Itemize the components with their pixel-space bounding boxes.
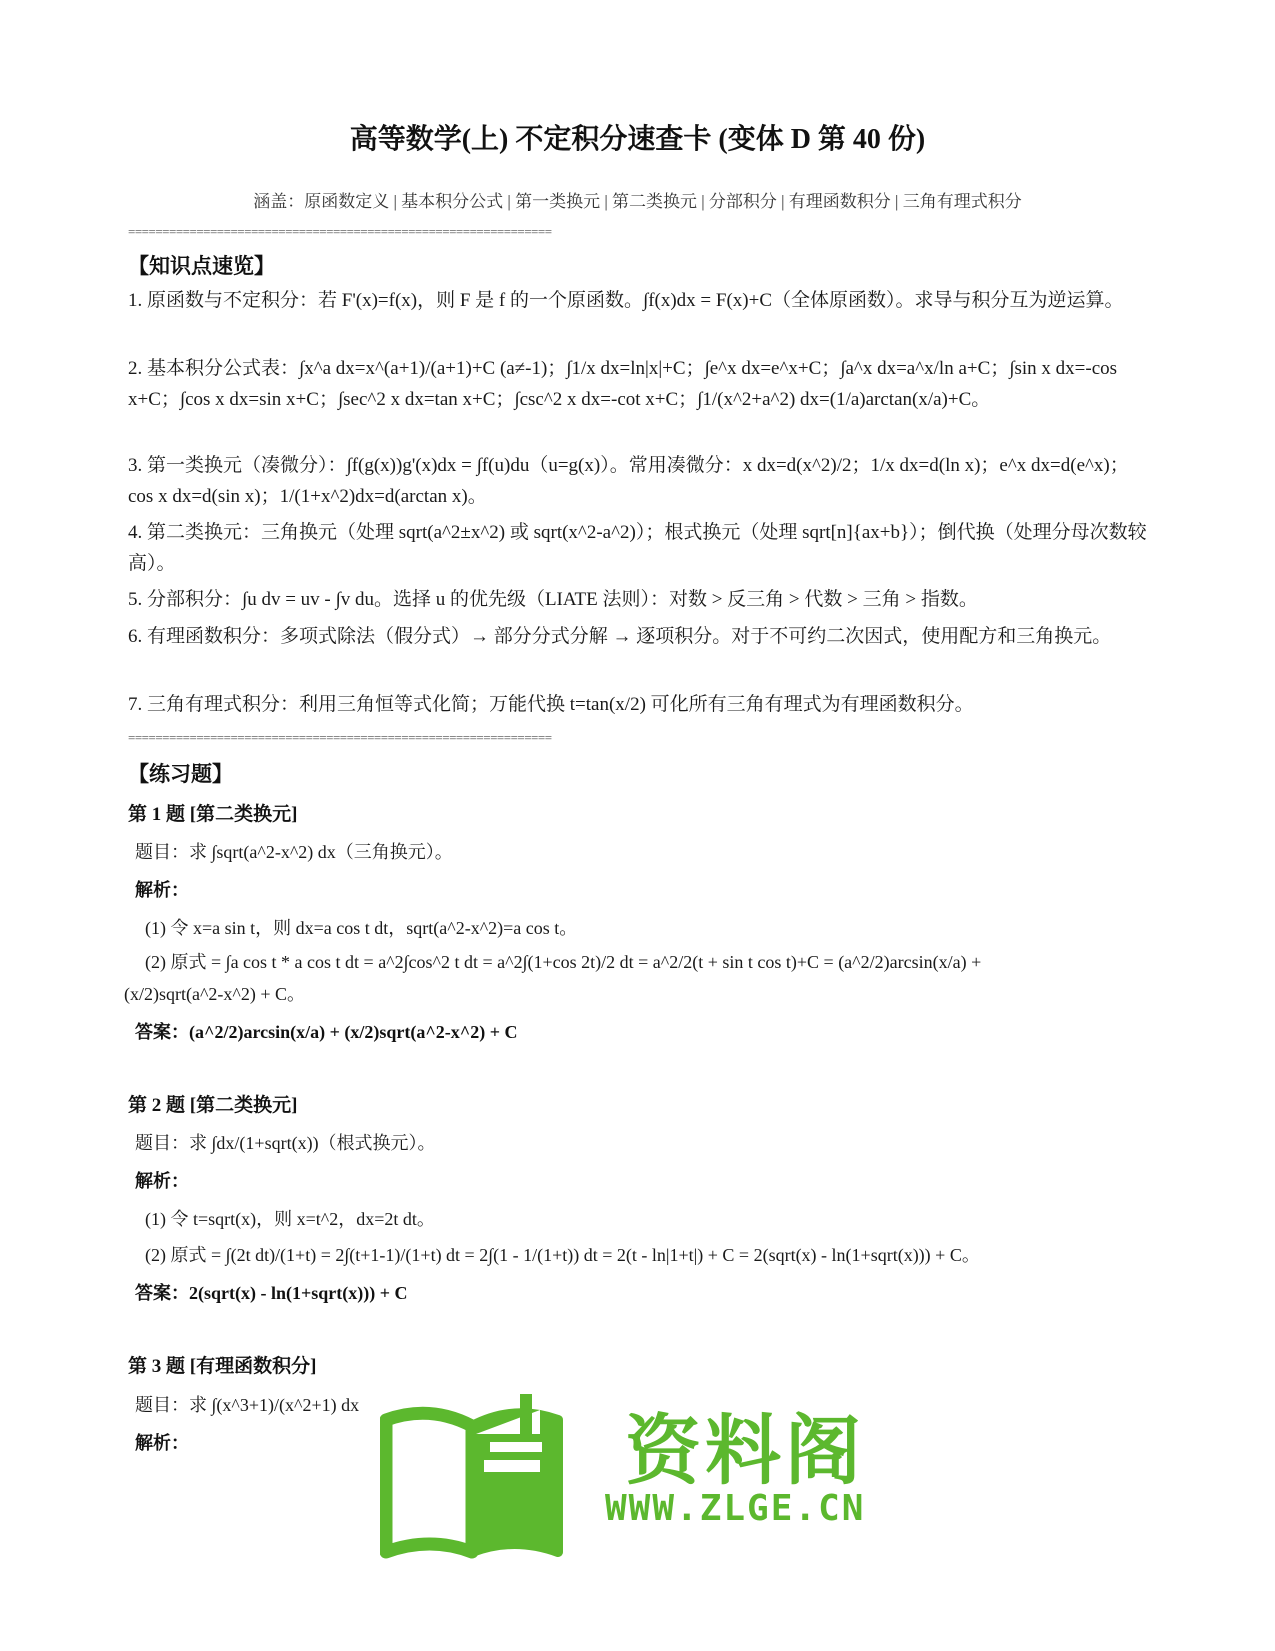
knowledge-item-1: 1. 原函数与不定积分：若 F'(x)=f(x)，则 F 是 f 的一个原函数。∫f(x)dx = F(x)+C（全体原函数）。求导与积分互为逆运算。 xyxy=(128,290,1124,311)
knowledge-item-4: 4. 第二类换元：三角换元（处理 sqrt(a^2±x^2) 或 sqrt(x^2-a^2)）；根式换元（处理 sqrt[n]{ax+b}）；倒代换（处理分母次数较高）。 xyxy=(128,522,1147,574)
divider-top: ============================================================== xyxy=(128,225,552,239)
knowledge-item-3: 3. 第一类换元（凑微分）：∫f(g(x))g'(x)dx = ∫f(u)du（u=g(x)）。常用凑微分：x dx=d(x^2)/2；1/x dx=d(ln x)；e^x dx=d(e^x)；cos x dx=d(sin x)；1/(1+x^2)dx=d(arctan x)。 xyxy=(128,455,1129,507)
question-1-problem: 题目：求 ∫sqrt(a^2-x^2) dx（三角换元）。 xyxy=(135,842,453,862)
watermark-logo xyxy=(400,1390,880,1560)
question-1-step-2: (2) 原式 = ∫a cos t * a cos t dt = a^2∫cos^2 t dt = a^2∫(1+cos 2t)/2 dt = a^2/2(t + sin t cos t)+C = (a^2/2)arcsin(x/a) + (x/2)sqrt(a^2-x^2) + C。 xyxy=(124,952,982,1004)
knowledge-item-2: 2. 基本积分公式表：∫x^a dx=x^(a+1)/(a+1)+C (a≠-1)；∫1/x dx=ln|x|+C；∫e^x dx=e^x+C；∫a^x dx=a^x/ln a+C；∫sin x dx=-cos x+C；∫cos x dx=sin x+C；∫sec^2 x dx=tan x+C；∫csc^2 x dx=-cot x+C；∫1/(x^2+a^2) dx=(1/a)arctan(x/a)+C。 xyxy=(128,358,1118,410)
question-3-analysis-label: 解析： xyxy=(135,1433,189,1453)
divider-middle: ============================================================== xyxy=(128,731,552,745)
question-2-analysis-label: 解析： xyxy=(135,1171,189,1191)
knowledge-heading: 【知识点速览】 xyxy=(128,254,275,278)
knowledge-item-6: 6. 有理函数积分：多项式除法（假分式）→ 部分分式分解 → 逐项积分。对于不可约二次因式，使用配方和三角换元。 xyxy=(128,626,1112,647)
knowledge-item-7: 7. 三角有理式积分：利用三角恒等式化简；万能代换 t=tan(x/2) 可化所有三角有理式为有理函数积分。 xyxy=(128,694,974,715)
question-2-title: 第 2 题 [第二类换元] xyxy=(128,1095,298,1116)
question-1-analysis-label: 解析： xyxy=(135,880,189,900)
question-1-step-1: (1) 令 x=a sin t，则 dx=a cos t dt，sqrt(a^2-x^2)=a cos t。 xyxy=(145,918,578,938)
question-3-title: 第 3 题 [有理函数积分] xyxy=(128,1356,317,1377)
question-1-answer: 答案：(a^2/2)arcsin(x/a) + (x/2)sqrt(a^2-x^2) + C xyxy=(135,1022,518,1042)
question-2-answer: 答案：2(sqrt(x) - ln(1+sqrt(x))) + C xyxy=(135,1283,408,1303)
coverage-line: 涵盖：原函数定义 | 基本积分公式 | 第一类换元 | 第二类换元 | 分部积分 | 有理函数积分 | 三角有理式积分 xyxy=(253,192,1022,211)
practice-heading: 【练习题】 xyxy=(128,762,233,786)
question-1-title: 第 1 题 [第二类换元] xyxy=(128,804,298,825)
question-3-problem: 题目：求 ∫(x^3+1)/(x^2+1) dx xyxy=(135,1395,360,1415)
question-2-problem: 题目：求 ∫dx/(1+sqrt(x))（根式换元）。 xyxy=(135,1133,436,1153)
question-2-step-1: (1) 令 t=sqrt(x)，则 x=t^2，dx=2t dt。 xyxy=(145,1209,435,1229)
question-2-step-2: (2) 原式 = ∫(2t dt)/(1+t) = 2∫(t+1-1)/(1+t) dt = 2∫(1 - 1/(1+t)) dt = 2(t - ln|1+t|) + C = 2(sqrt(x) - ln(1+sqrt(x))) + C。 xyxy=(145,1245,980,1265)
page-title: 高等数学(上) 不定积分速查卡 (变体 D 第 40 份) xyxy=(349,124,926,155)
watermark-url: WWW.ZLGE.CN xyxy=(605,1488,866,1529)
open-book-icon xyxy=(380,1390,570,1560)
knowledge-item-5: 5. 分部积分：∫u dv = uv - ∫v du。选择 u 的优先级（LIATE 法则）：对数 > 反三角 > 代数 > 三角 > 指数。 xyxy=(128,589,978,610)
watermark-brand: 资料阁 xyxy=(625,1406,865,1495)
